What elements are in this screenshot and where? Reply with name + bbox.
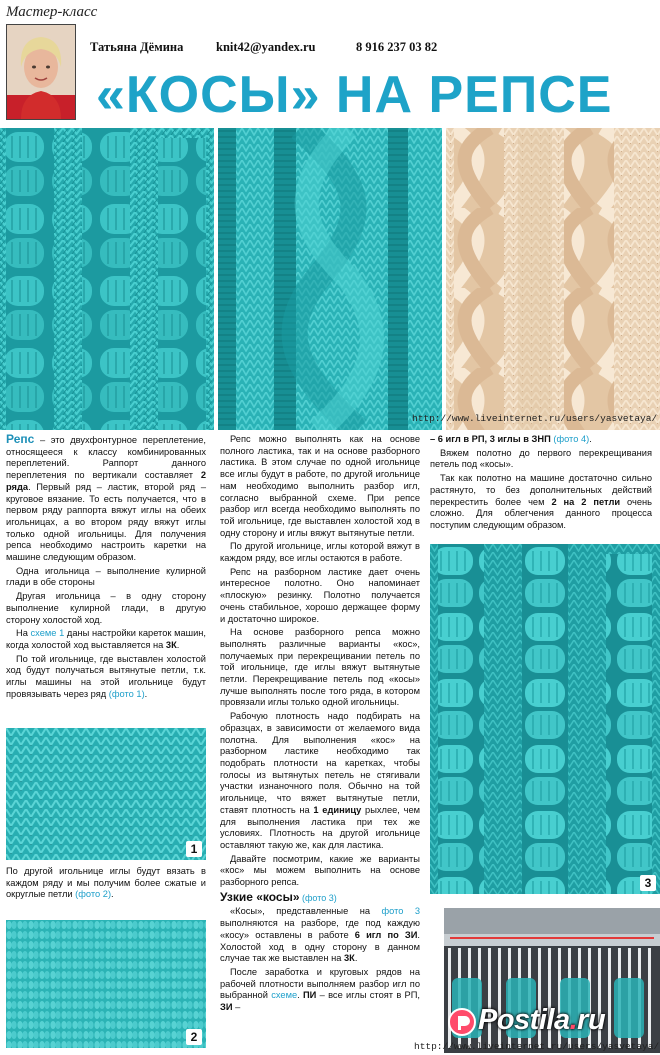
paragraph-reps-definition: Репс – это двухфонтурное переплетение, относящееся к классу комбинированных переплетений. Раппорт данного переплетения по вертикали составляет 2 ряда. Первый ряд – ластик, второй ряд – круговое вязание. То есть получается, что в первом ряду раппорта вяжут иглы на обеих игольницах, а во втором ряду вяжут иглы только одной игольницы. Для получения репса необходимо настроить каретки на машине следующим образом. [6,432,206,563]
paragraph-needlebed-2: Другая игольница – в одну сторону выполнение кулирной глади, в другую сторону холостой ход. [6,591,206,625]
knit-photo-2 [6,920,206,1048]
text-column-1 [6,434,206,702]
paragraph-needle-positions: – 6 игл в РП, 3 иглы в ЗНП (фото 4). [430,434,592,444]
author-email[interactable]: knit42@yandex.ru [216,40,316,54]
paragraph-needlebed-1: Одна игольница – выполнение кулирной глади в обе стороны [6,565,206,588]
author-portrait [6,24,76,120]
paragraph-flat-rib: Репс на разборном ластике дает очень интересное полотно. Оно напоминает «плоскую» резинку. Полотно получается очень стабильное, хорошо держащее форму и достаточно широкое. [220,566,420,624]
paragraph-elongated-loops: По той игольнице, где выставлен холостой ход будут получаться вытянутые петли, т.к. иглы машины на этой игольнице будут провязывать через ряд (фото 1). [6,653,206,699]
paragraph-first-cross: Вяжем полотно до первого перекрещивания петель под «косы». [430,447,652,470]
knit-photo-1 [6,728,206,860]
paragraph-cable-variants: На основе разборного репса можно выполнять различные варианты «кос», получаемых при перекрещивании петель по той игольнице, где иглы вяжут вытянутые петли. Перекрещивание петель под «косы» лучше выполнять после того ряда, в котором провязали иглы только одной игольницы. [220,627,420,708]
watermark-url-bottom: http://www.liveinternet.ru/users/yasvetaya/ [414,1041,660,1052]
paragraph-lets-see: Давайте посмотрим, какие же варианты «кос» мы можем выполнить на основе разборного репса. [220,853,420,888]
paragraph-other-needlebed: По другой игольнице, иглы которой вяжут в каждом ряду, все иглы остаются в работе. [220,541,420,564]
paragraph-reps-basis: Репс можно выполнять как на основе полного ластика, так и на основе разборного ластика. В этом случае по одной игольнице все иглы будут в работе, по другой игольнице нам необходимо выполнить разбор игл, согласно выбранной схеме. При репсе разбор игл всегда необходимо выполнять по той игольнице, где выставлен холостой ход в одну сторону и иглы вяжут вытянутые петли. [220,434,420,538]
paragraph-needle-selection: После заработка и круговых рядов на рабочей плотности выполняем разбор игл по выбранной схеме. ПИ – все иглы стоят в РП, ЗИ – [220,966,420,1013]
paragraph-stretched-fabric: Так как полотно на машине достаточно сильно растянуто, то без дополнительных действий перекрестить более чем 2 на 2 петли очень сложно. Для облегчения данного процесса поступим следующим образом. [430,473,652,530]
photo-2-number: 2 [186,1029,202,1045]
photo-1-number: 1 [186,841,202,857]
knit-photo-teal-cables-left [0,128,214,430]
paragraph-narrow-cables: «Косы», представленные на фото 3 выполняются на разборе, где под каждую «косу» оставлены в работе 6 игл по ЗИ. Холостой ход в одну сторону в данном случае так же выставлен на 3К. [220,906,420,964]
heading-narrow-cables: Узкие «косы» (фото 3) [220,889,337,904]
article-title: «КОСЫ» НА РЕПСЕ [96,66,613,124]
paragraph-rounded-loops: По другой игольнице иглы будут вязать в каждом ряду и мы получим более сжатые и округлые петли (фото 2). [6,866,206,900]
section-label: Мастер-класс [6,4,98,20]
author-contact-line [90,40,590,55]
knit-photo-teal-twisted-cable [218,128,442,430]
text-column-3 [430,434,652,534]
postila-logo-text: Postila.ru [478,1004,606,1036]
text-column-1-lower [6,866,206,903]
watermark-url-top: http://www.liveinternet.ru/users/yasvetaya/ [412,413,658,424]
knit-photo-3 [430,544,660,894]
author-phone: 8 916 237 03 82 [356,40,438,54]
paragraph-scheme-1: На схеме 1 даны настройки кареток машин, когда холостой ход выставляется на 3К. [6,628,207,650]
paragraph-tension: Рабочую плотность надо подбирать на образцах, в зависимости от желаемого вида полотна. Для выполнения «кос» на разборном ластике необходимо так подобрать плотности на каретках, чтобы голосы из вытянутых петель не стягивали участки изнаночного поля. Обычно на той игольнице, что вяжет вытянутые петли, ставят плотность на 1 единицу рыхлее, чем для выполнения ластика при тех же условиях. Плотность на другой игольнице оставляют такую же, как для ластика. [220,711,421,850]
author-name: Татьяна Дёмина [90,40,184,54]
knit-photo-beige-cables [446,128,660,430]
pin-icon [448,1008,476,1036]
photo-3-number: 3 [640,875,656,891]
text-column-2 [220,434,420,1016]
